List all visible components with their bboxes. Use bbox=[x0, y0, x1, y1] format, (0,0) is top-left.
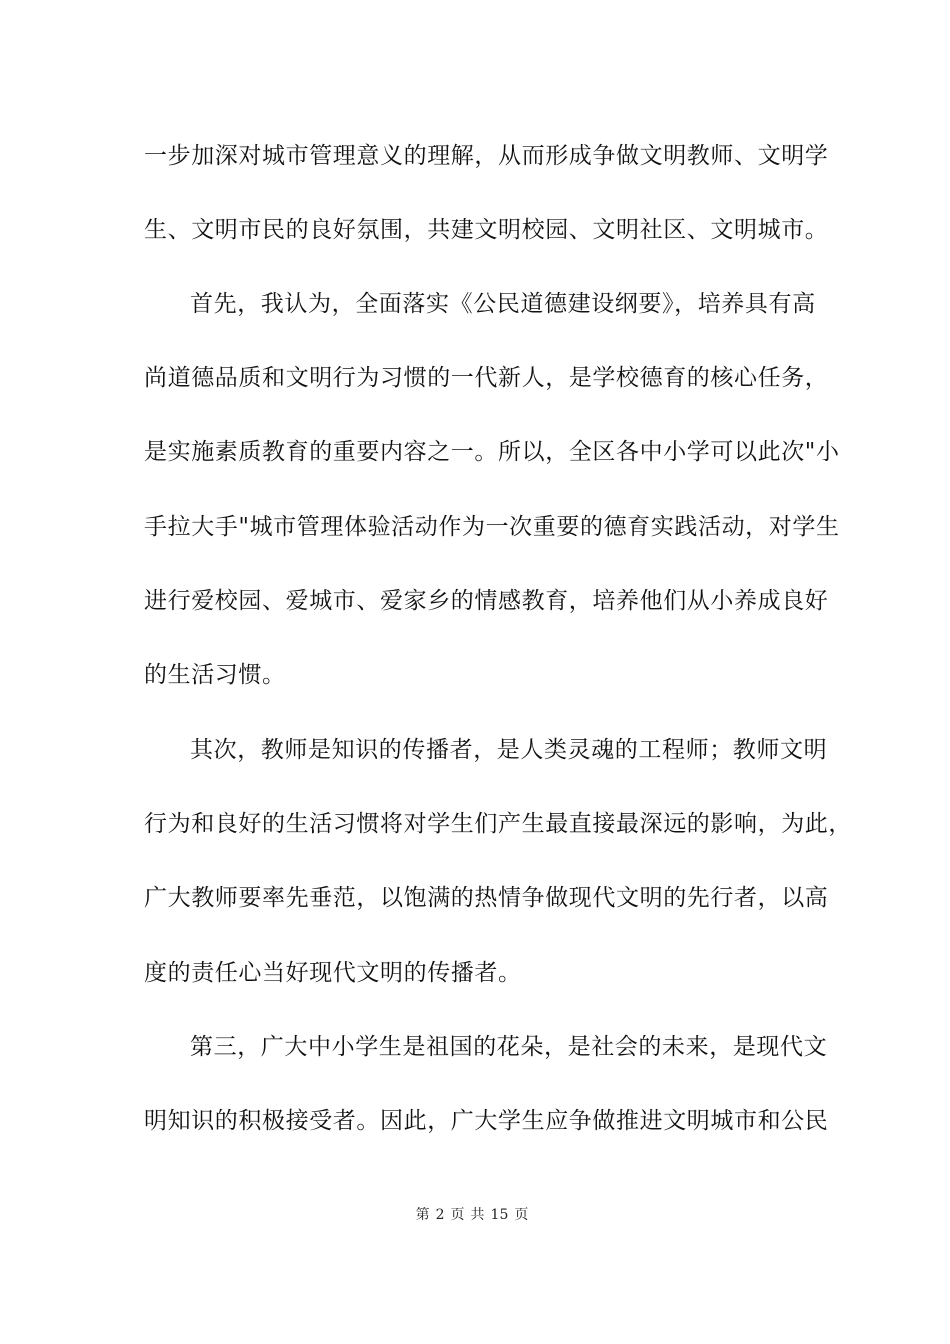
footer-label-page: 页 bbox=[450, 1207, 465, 1223]
body-text-line: 一步加深对城市管理意义的理解，从而形成争做文明教师、文明学 bbox=[144, 143, 829, 169]
body-text-line: 生、文明市民的良好氛围，共建文明校园、文明社区、文明城市。 bbox=[144, 217, 829, 243]
body-text-line: 进行爱校园、爱城市、爱家乡的情感教育，培养他们从小养成良好 bbox=[144, 588, 829, 614]
body-text-line: 的生活习惯。 bbox=[144, 662, 286, 688]
footer-label-total: 共 bbox=[470, 1207, 485, 1223]
body-text-line: 尚道德品质和文明行为习惯的一代新人，是学校德育的核心任务， bbox=[144, 365, 829, 391]
footer-label-suffix: 页 bbox=[514, 1207, 529, 1223]
body-text-line: 是实施素质教育的重要内容之一。所以，全区各中小学可以此次"小 bbox=[144, 439, 840, 465]
body-text-line: 广大教师要率先垂范，以饱满的热情争做现代文明的先行者，以高 bbox=[144, 885, 829, 911]
paragraph-first-line: 第三，广大中小学生是祖国的花朵，是社会的未来，是现代文 bbox=[190, 1034, 828, 1060]
body-text-line: 度的责任心当好现代文明的传播者。 bbox=[144, 960, 522, 986]
body-text-line: 明知识的积极接受者。因此，广大学生应争做推进文明城市和公民 bbox=[144, 1108, 829, 1134]
footer-label-prefix: 第 bbox=[415, 1207, 430, 1223]
paragraph-first-line: 首先，我认为，全面落实《公民道德建设纲要》，培养具有高 bbox=[190, 291, 816, 317]
page-footer bbox=[0, 1206, 950, 1224]
footer-current-page: 2 bbox=[435, 1207, 445, 1223]
body-text-line: 手拉大手"城市管理体验活动作为一次重要的德育实践活动，对学生 bbox=[144, 514, 840, 540]
footer-total-pages: 15 bbox=[490, 1207, 509, 1223]
paragraph-first-line: 其次，教师是知识的传播者，是人类灵魂的工程师；教师文明 bbox=[190, 737, 828, 763]
body-text-line: 行为和良好的生活习惯将对学生们产生最直接最深远的影响，为此， bbox=[144, 811, 852, 837]
